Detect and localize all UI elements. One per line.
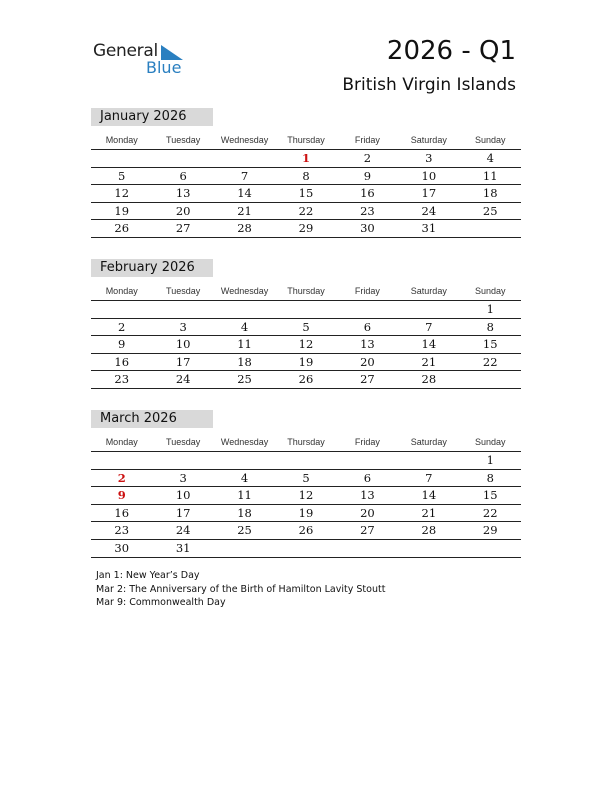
logo (93, 41, 193, 81)
day-cell (214, 150, 275, 167)
day-cell: 21 (237, 203, 252, 218)
week-row (91, 505, 521, 523)
day-cell: 17 (175, 354, 191, 369)
day-cell: 6 (363, 319, 372, 334)
day-cell (214, 301, 275, 318)
weekday-label: Tuesday (166, 437, 201, 447)
day-cell: 5 (302, 470, 310, 485)
day-cell: 3 (425, 151, 433, 165)
day-cell: 28 (421, 523, 437, 538)
day-cell: 30 (114, 540, 130, 555)
day-cell: 18 (482, 186, 498, 201)
day-cell: 15 (482, 337, 498, 352)
weekday-label: Thursday (287, 437, 325, 447)
holiday-notes (96, 569, 385, 610)
month-march (91, 410, 521, 558)
day-cell: 2 (363, 151, 372, 165)
day-cell (275, 452, 336, 469)
day-cell: 31 (175, 540, 191, 555)
day-cell: 16 (114, 505, 130, 520)
weekday-label: Sunday (474, 437, 506, 447)
weekday-label: Monday (105, 286, 138, 296)
weekday-label: Wednesday (220, 135, 269, 145)
day-cell: 15 (482, 488, 498, 503)
day-cell: 5 (118, 168, 126, 183)
day-cell: 14 (421, 488, 437, 503)
day-cell (337, 301, 398, 318)
day-cell: 12 (298, 337, 314, 352)
week-row (91, 319, 521, 337)
day-cell: 7 (425, 470, 433, 485)
day-cell: 8 (302, 168, 310, 183)
day-cell: 10 (175, 488, 191, 503)
week-row (91, 301, 521, 319)
weekday-label: Wednesday (220, 437, 269, 447)
month-grid (91, 434, 521, 558)
day-cell: 27 (360, 372, 375, 387)
day-cell: 6 (363, 470, 372, 485)
day-cell: 4 (486, 151, 494, 165)
day-cell: 8 (486, 319, 494, 334)
day-cell: 9 (117, 488, 126, 503)
day-cell: 20 (360, 354, 375, 369)
day-cell: 24 (175, 372, 191, 387)
day-cell: 1 (486, 302, 494, 316)
holiday-note: Jan 1: New Year’s Day (96, 570, 200, 581)
day-cell: 9 (118, 337, 126, 352)
day-cell (152, 452, 213, 469)
day-cell: 17 (175, 505, 191, 520)
day-cell: 29 (482, 523, 498, 538)
day-cell: 23 (360, 203, 375, 218)
day-cell: 4 (240, 319, 249, 334)
weekday-label: Tuesday (166, 286, 201, 296)
week-row (91, 150, 521, 168)
day-cell: 2 (118, 319, 126, 334)
day-cell (337, 540, 398, 557)
day-cell (214, 452, 275, 469)
day-cell (152, 301, 213, 318)
day-cell (91, 301, 152, 318)
day-cell (337, 452, 398, 469)
month-title: March 2026 (91, 410, 213, 428)
day-cell: 7 (425, 319, 433, 334)
logo-text-blue: Blue (146, 58, 182, 77)
day-cell: 15 (298, 186, 314, 201)
weekday-label: Friday (354, 135, 380, 145)
week-row (91, 371, 521, 389)
day-cell: 21 (421, 505, 437, 520)
week-row (91, 522, 521, 540)
day-cell: 18 (237, 354, 252, 369)
weekday-header-row (91, 283, 521, 301)
day-cell: 14 (237, 186, 252, 201)
page-subtitle: British Virgin Islands (342, 75, 516, 95)
week-row (91, 168, 521, 186)
day-cell: 21 (421, 354, 437, 369)
weekday-label: Thursday (287, 135, 325, 145)
day-cell: 16 (360, 186, 375, 201)
day-cell (398, 540, 459, 557)
week-row (91, 354, 521, 372)
day-cell: 19 (298, 505, 314, 520)
logo-text-general: General (93, 41, 158, 61)
day-cell: 25 (237, 523, 252, 538)
day-cell (460, 220, 521, 237)
day-cell: 17 (421, 186, 437, 201)
weekday-label: Friday (354, 437, 380, 447)
weekday-label: Saturday (410, 286, 447, 296)
weekday-label: Friday (354, 286, 380, 296)
day-cell: 25 (237, 372, 252, 387)
day-cell: 1 (301, 151, 310, 165)
week-row (91, 540, 521, 558)
weekday-label: Thursday (287, 286, 325, 296)
weekday-label: Saturday (410, 437, 447, 447)
day-cell: 10 (421, 168, 437, 183)
day-cell: 31 (421, 221, 437, 236)
day-cell: 20 (175, 203, 191, 218)
week-row (91, 203, 521, 221)
day-cell (398, 301, 459, 318)
month-january (91, 108, 521, 238)
day-cell: 18 (237, 505, 252, 520)
day-cell: 19 (114, 203, 130, 218)
weekday-label: Wednesday (220, 286, 269, 296)
day-cell (275, 540, 336, 557)
day-cell: 26 (298, 523, 314, 538)
day-cell: 13 (175, 186, 191, 201)
day-cell: 13 (360, 488, 375, 503)
day-cell: 24 (421, 203, 437, 218)
holiday-note: Mar 2: The Anniversary of the Birth of Hamilton Lavity Stoutt (96, 583, 386, 595)
day-cell: 26 (114, 221, 130, 236)
day-cell (460, 371, 521, 388)
day-cell: 22 (482, 505, 498, 520)
weekday-label: Sunday (474, 286, 506, 296)
day-cell: 23 (114, 372, 130, 387)
day-cell: 27 (175, 221, 191, 236)
day-cell: 2 (117, 470, 126, 485)
month-title: February 2026 (91, 259, 213, 277)
day-cell (91, 452, 152, 469)
week-row (91, 452, 521, 470)
week-row (91, 487, 521, 505)
day-cell: 14 (421, 337, 437, 352)
day-cell: 11 (237, 337, 252, 352)
day-cell: 4 (240, 470, 249, 485)
weekday-label: Sunday (474, 135, 506, 145)
day-cell: 29 (298, 221, 314, 236)
day-cell: 12 (114, 186, 130, 201)
day-cell: 3 (179, 470, 187, 485)
day-cell (275, 301, 336, 318)
day-cell: 25 (482, 203, 498, 218)
day-cell: 22 (482, 354, 498, 369)
day-cell: 9 (363, 168, 372, 183)
month-february (91, 259, 521, 389)
weekday-label: Monday (105, 135, 138, 145)
day-cell: 16 (114, 354, 130, 369)
day-cell: 28 (237, 221, 252, 236)
day-cell (460, 540, 521, 557)
week-row (91, 336, 521, 354)
weekday-label: Monday (105, 437, 138, 447)
day-cell (214, 540, 275, 557)
day-cell: 19 (298, 354, 314, 369)
page-title: 2026 - Q1 (386, 36, 516, 66)
week-row (91, 185, 521, 203)
month-title: January 2026 (91, 108, 213, 126)
weekday-header-row (91, 132, 521, 150)
day-cell: 12 (298, 488, 314, 503)
day-cell: 7 (240, 168, 249, 183)
day-cell: 28 (421, 372, 437, 387)
holiday-note: Mar 9: Commonwealth Day (96, 597, 226, 608)
day-cell: 30 (360, 221, 375, 236)
day-cell: 1 (486, 453, 494, 467)
weekday-label: Saturday (410, 135, 447, 145)
weekday-header-row (91, 434, 521, 452)
day-cell: 24 (175, 523, 191, 538)
day-cell: 5 (302, 319, 310, 334)
day-cell: 26 (298, 372, 314, 387)
day-cell (152, 150, 213, 167)
week-row (91, 220, 521, 238)
day-cell: 3 (179, 319, 187, 334)
day-cell: 11 (482, 168, 498, 183)
day-cell: 8 (486, 470, 494, 485)
day-cell (398, 452, 459, 469)
day-cell: 10 (175, 337, 191, 352)
day-cell: 6 (179, 168, 187, 183)
day-cell: 13 (360, 337, 375, 352)
month-grid (91, 132, 521, 238)
day-cell: 23 (114, 523, 130, 538)
day-cell: 22 (298, 203, 314, 218)
week-row (91, 470, 521, 488)
day-cell: 27 (360, 523, 375, 538)
day-cell: 11 (237, 488, 252, 503)
weekday-label: Tuesday (166, 135, 201, 145)
day-cell: 20 (360, 505, 375, 520)
month-grid (91, 283, 521, 389)
day-cell (91, 150, 152, 167)
